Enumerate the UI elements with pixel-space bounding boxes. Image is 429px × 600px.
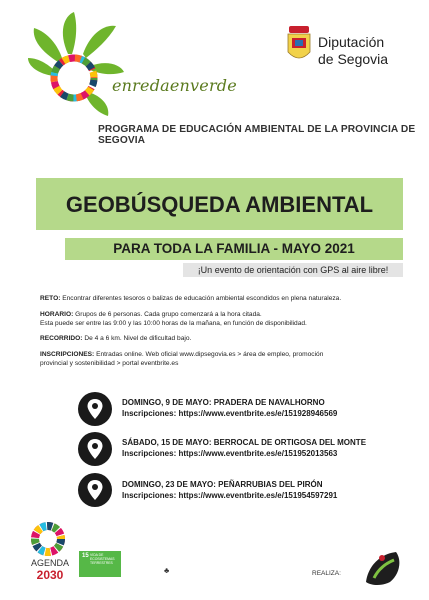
realiza-label: REALIZA: bbox=[312, 570, 341, 577]
recorrido-text: De 4 a 6 km. Nivel de dificultad bajo. bbox=[82, 335, 192, 342]
reto-label: RETO: bbox=[40, 295, 61, 302]
event-3-registration-link[interactable]: Inscripciones: https://www.eventbrite.es/e/151954597291 bbox=[122, 491, 338, 500]
event-2-date-place: SÁBADO, 15 DE MAYO: BERROCAL DE ORTIGOSA DEL MONTE bbox=[122, 438, 367, 447]
horario-text: Grupos de 6 personas. Cada grupo comenzará a la hora citada. bbox=[73, 311, 262, 318]
program-title: PROGRAMA DE EDUCACIÓN AMBIENTAL DE LA PROVINCIA DE SEGOVIA bbox=[98, 124, 416, 146]
enredaenverde-logo-text: enredaenverde bbox=[112, 76, 237, 95]
sdg15-text: VIDA DE ECOSISTEMAS TERRESTRES bbox=[90, 553, 115, 565]
sdg15-number: 15 bbox=[82, 553, 89, 559]
reto-paragraph bbox=[40, 294, 380, 303]
tagline: ¡Un evento de orientación con GPS al aire libre! bbox=[197, 265, 389, 275]
sdg-wheel-icon bbox=[30, 521, 66, 557]
diputacion-coat-of-arms-icon bbox=[286, 26, 312, 64]
map-pin-icon bbox=[78, 432, 112, 466]
inscripciones-label: INSCRIPCIONES: bbox=[40, 351, 95, 358]
horario-paragraph bbox=[40, 310, 380, 328]
page-title: GEOBÚSQUEDA AMBIENTAL bbox=[65, 192, 374, 217]
horario-text-line2: Esta puede ser entre las 9:00 y las 10:00 horas de la mañana, en función de disponibilidad. bbox=[40, 320, 307, 327]
org-name-line2: de Segovia bbox=[318, 51, 389, 67]
inscripciones-paragraph bbox=[40, 350, 380, 368]
page-subtitle: PARA TODA LA FAMILIA - MAYO 2021 bbox=[113, 241, 355, 256]
recorrido-paragraph bbox=[40, 334, 380, 343]
inscripciones-text-line2: provincial y sostenibilidad > portal eventbrite.es bbox=[40, 360, 179, 367]
horario-label: HORARIO: bbox=[40, 311, 74, 318]
recorrido-label: RECORRIDO: bbox=[40, 335, 83, 342]
event-1-date-place: DOMINGO, 9 DE MAYO: PRADERA DE NAVALHORNO bbox=[122, 398, 325, 407]
tree-icon: ♣ bbox=[164, 566, 170, 575]
event-1-registration-link[interactable]: Inscripciones: https://www.eventbrite.es/e/151928946569 bbox=[122, 409, 338, 418]
event-3-date-place: DOMINGO, 23 DE MAYO: PEÑARRUBIAS DEL PIRÓN bbox=[122, 480, 323, 489]
inscripciones-text: Entradas online. Web oficial www.dipsegovia.es > área de empleo, promoción bbox=[94, 351, 324, 358]
agenda-year: 2030 bbox=[36, 568, 64, 582]
realiza-partner-logo bbox=[362, 548, 406, 588]
enredaenverde-flower-logo bbox=[28, 12, 124, 124]
diputacion-segovia-logo bbox=[318, 34, 388, 68]
event-2-registration-link[interactable]: Inscripciones: https://www.eventbrite.es/e/151952013563 bbox=[122, 449, 338, 458]
map-pin-icon bbox=[78, 473, 112, 507]
map-pin-icon bbox=[78, 392, 112, 426]
reto-text: Encontrar diferentes tesoros o balizas de educación ambiental escondidos en plena naturaleza. bbox=[60, 295, 342, 302]
org-name-line1: Diputación bbox=[318, 34, 385, 50]
agenda-label: AGENDA bbox=[30, 558, 69, 568]
